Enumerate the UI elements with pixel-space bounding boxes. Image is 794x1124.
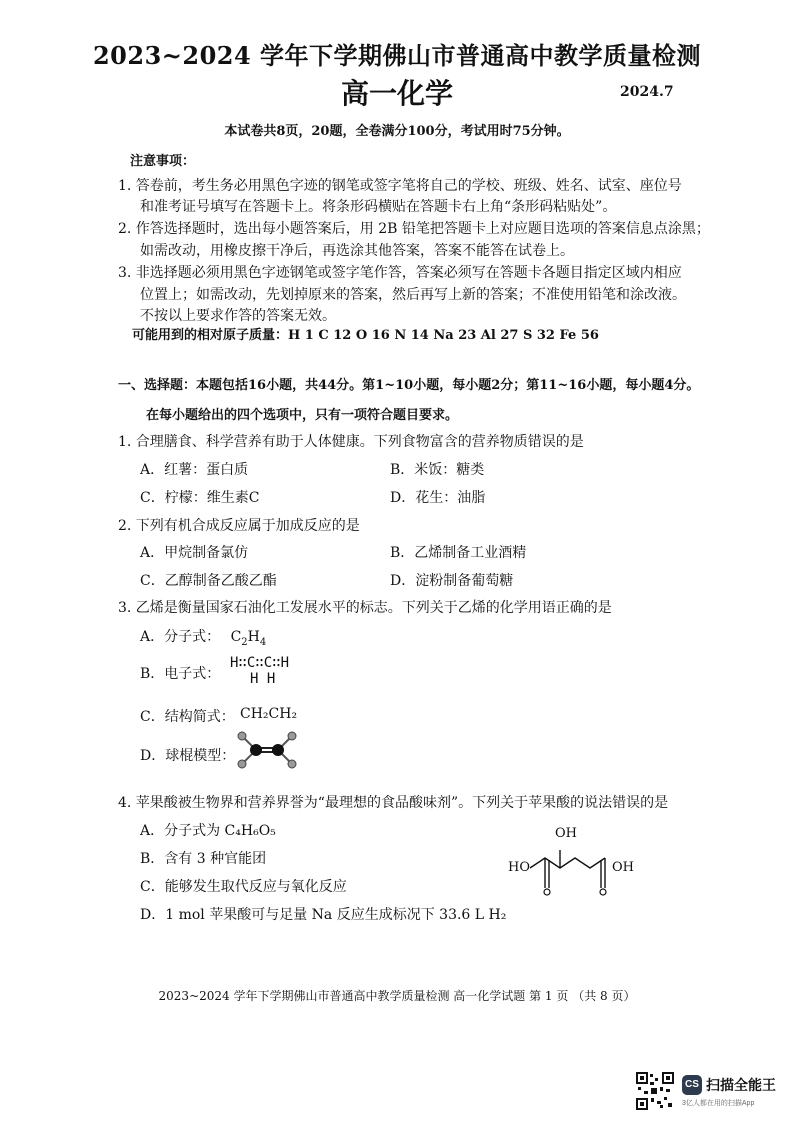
q1-option-c: C．柠檬：维生素C: [140, 490, 260, 506]
exam-info: 本试卷共8页，20题，全卷满分100分，考试用时75分钟。: [224, 124, 570, 139]
subject-title: 高一化学: [340, 77, 453, 110]
section-instruction: 在每小题给出的四个选项中，只有一项符合题目要求。: [146, 408, 459, 423]
ball-stick-model: [234, 728, 300, 772]
q1-option-a: A．红薯：蛋白质: [140, 462, 249, 478]
q3-option-a-label: A．分子式：: [140, 629, 221, 645]
q2-option-c: C．乙醇制备乙酸乙酯: [140, 573, 277, 589]
section-heading: 一、选择题：本题包括16小题，共44分。第1~10小题，每小题2分；第11~16小题，每小题4分。: [118, 378, 700, 393]
note-line-7: 不按以上要求作答的答案无效。: [140, 308, 336, 324]
q3-option-c-label: C．结构简式：: [140, 709, 235, 725]
scanner-slogan: 3亿人都在用的扫描App: [682, 1100, 755, 1107]
exam-date: 2024.7: [620, 84, 674, 100]
carbon-atom-1: [250, 744, 262, 756]
q3-electron-formula-bottom: H H: [250, 671, 276, 687]
atomic-masses: 可能用到的相对原子质量：H 1 C 12 O 16 N 14 Na 23 Al 27 S 32 Fe 56: [132, 328, 599, 343]
carbon-atom-2: [272, 744, 284, 756]
page-footer: 2023~2024 学年下学期佛山市普通高中教学质量检测 高一化学试题 第 1 页 （共 8 页）: [158, 989, 636, 1003]
q2-option-a: A．甲烷制备氯仿: [140, 545, 249, 561]
q1-stem: 1. 合理膳食、科学营养有助于人体健康。下列食物富含的营养物质错误的是: [118, 434, 584, 450]
q3-stem: 3. 乙烯是衡量国家石油化工发展水平的标志。下列关于乙烯的化学用语正确的是: [118, 600, 612, 616]
note-line-1: 1. 答卷前，考生务必用黑色字迹的钢笔或签字笔将自己的学校、班级、姓名、试室、座位号: [118, 178, 682, 194]
q4-option-b: B．含有 3 种官能团: [140, 851, 267, 867]
q4-option-c: C．能够发生取代反应与氧化反应: [140, 879, 347, 895]
q3-electron-formula-top: H∷C∷C∷H: [230, 655, 290, 671]
hydrogen-atom-4: [288, 760, 296, 768]
note-line-2: 和准考证号填写在答题卡上。将条形码横贴在答题卡右上角“条形码粘贴处”。: [140, 199, 617, 215]
q3-option-a: [140, 626, 266, 648]
struct-oh-top: OH: [555, 826, 577, 841]
note-line-4: 如需改动，用橡皮擦干净后，再选涂其他答案，答案不能答在试卷上。: [140, 243, 574, 259]
q4-option-d: D．1 mol 苹果酸可与足量 Na 反应生成标况下 33.6 L H₂: [140, 907, 507, 923]
exam-title: 2023~2024 学年下学期佛山市普通高中教学质量检测: [92, 41, 702, 70]
note-line-3: 2. 作答选择题时，选出每小题答案后，用 2B 铅笔把答题卡上对应题目选项的答案信息点涂黑；: [118, 221, 710, 237]
q1-option-d: D．花生：油脂: [390, 490, 486, 506]
q2-option-d: D．淀粉制备葡萄糖: [390, 573, 514, 589]
cs-logo-icon: CS: [682, 1075, 702, 1095]
q4-option-a: A．分子式为 C₄H₆O₅: [140, 823, 276, 839]
q2-stem: 2. 下列有机合成反应属于加成反应的是: [118, 518, 360, 534]
scanner-app-name: 扫描全能王: [706, 1077, 776, 1093]
q4-stem: 4. 苹果酸被生物界和营养界誉为“最理想的食品酸味剂”。下列关于苹果酸的说法错误的是: [118, 795, 669, 811]
note-line-5: 3. 非选择题必须用黑色字迹钢笔或签字笔作答，答案必须写在答题卡各题目指定区域内相应: [118, 265, 682, 281]
q3-option-b-label: B．电子式：: [140, 666, 221, 682]
q2-option-b: B．乙烯制备工业酒精: [390, 545, 527, 561]
hydrogen-atom-1: [238, 732, 246, 740]
q3-option-c-formula: CH₂CH₂: [240, 706, 298, 722]
note-line-6: 位置上；如需改动，先划掉原来的答案，然后再写上新的答案；不准使用铅笔和涂改液。: [140, 287, 686, 303]
oxygen-left: [544, 889, 550, 895]
struct-oh-right: OH: [612, 860, 634, 875]
qr-code-icon: [636, 1072, 674, 1110]
q3-formula: $C_2H_4$: [230, 629, 267, 648]
q3-option-d-label: D．球棍模型：: [140, 748, 236, 764]
carbon-chain: [530, 858, 605, 868]
oxygen-right: [600, 889, 606, 895]
hydrogen-atom-2: [238, 760, 246, 768]
struct-ho-left: HO: [508, 860, 530, 875]
q1-option-b: B．米饭：糖类: [390, 462, 485, 478]
hydrogen-atom-3: [288, 732, 296, 740]
notes-heading: 注意事项：: [130, 154, 196, 169]
